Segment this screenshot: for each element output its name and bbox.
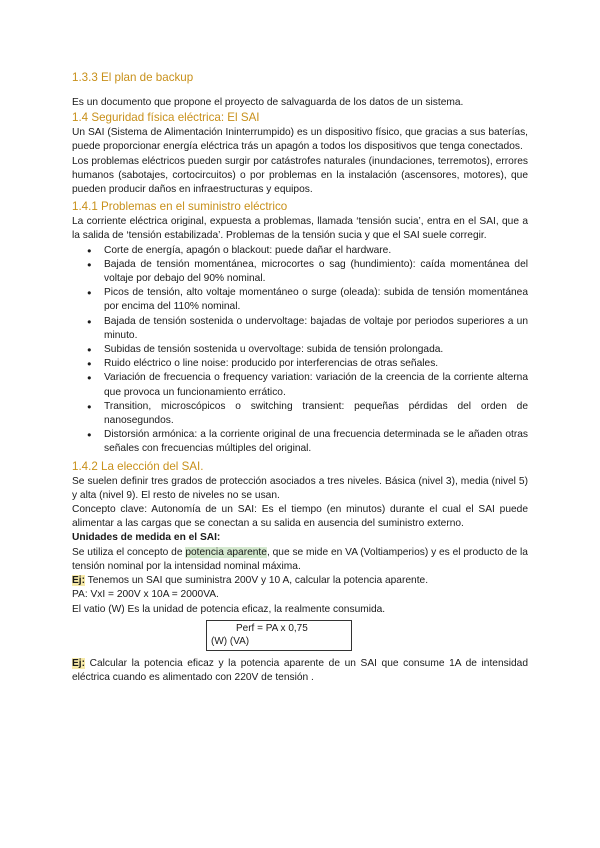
list-item: ● Bajada de tensión momentánea, microcortes o sag (hundimiento): caída momentánea del voltaje por debajo del 90% nominal.	[104, 258, 528, 286]
heading-supply-problems: 1.4.1 Problemas en el suministro eléctrico	[72, 200, 288, 214]
units-text-pre: Se utiliza el concepto de	[72, 546, 186, 558]
apparent-power-calculation: PA: VxI = 200V x 10A = 2000VA.	[72, 589, 219, 601]
document-page	[72, 70, 528, 685]
supply-problems-list	[72, 244, 528, 457]
list-item: ● Distorsión armónica: a la corriente original de una frecuencia determinada se le añaden otras señales con frecuencias múltiples del original.	[104, 428, 528, 456]
list-item: ● Bajada de tensión sostenida o undervoltage: bajadas de voltaje por periodos superiores a un minuto.	[104, 315, 528, 343]
example-1-text: Tenemos un SAI que suministra 200V y 10 A, calcular la potencia aparente.	[85, 575, 429, 587]
apparent-power-highlight: potencia aparente	[185, 546, 267, 558]
list-item: ● Variación de frecuencia o frequency variation: variación de la creencia de la corriente alterna que provoca un funcionamiento errático.	[104, 371, 528, 399]
sai-definition-paragraph: Un SAI (Sistema de Alimentación Ininterrumpido) es un dispositivo físico, que gracias a sus baterías, puede proporcionar energía eléctrica trás un apagón a todos los dispositivos que tenga conectados.	[72, 127, 528, 153]
units-paragraph	[72, 546, 528, 574]
autonomy-paragraph: Concepto clave: Autonomía de un SAI: Es el tiempo (en minutos) durante el cual el SAI puede alimentar a las cargas que se conectan a su salida en ausencia del suministro externo.	[72, 504, 528, 530]
heading-electrical-security: 1.4 Seguridad física eléctrica: El SAI	[72, 111, 260, 125]
effective-power-formula-box	[206, 620, 352, 651]
example-1	[72, 574, 528, 588]
formula-line: Perf = PA x 0,75	[236, 622, 308, 634]
list-item: ● Ruido eléctrico o line noise: producido por interferencias de otras señales.	[104, 357, 528, 371]
list-item: ● Picos de tensión, alto voltaje momentáneo o surge (oleada): subida de tensión momentánea por encima del 110% nominal.	[104, 286, 528, 314]
units-text-post: , que se mide en VA (Voltiamperios) y es el producto de la tensión nominal por la intensidad nominal máxima.	[72, 546, 528, 572]
backup-plan-text: Es un documento que propone el proyecto de salvaguarda de los datos de un sistema.	[72, 97, 464, 108]
list-item: ● Subidas de tensión sostenida u overvoltage: subida de tensión prolongada.	[104, 343, 528, 357]
formula-units-line: (W) (VA)	[211, 635, 250, 647]
heading-backup-plan: 1.3.3 El plan de backup	[72, 71, 194, 84]
example-label: Ej:	[72, 657, 86, 669]
supply-problems-intro: La corriente eléctrica original, expuesta a problemas, llamada ‘tensión sucia’, entra en el SAI, que a la salida de ‘tensión estabilizada’. Problemas de la tensión sucia y que el SAI suele corregir.	[72, 216, 528, 242]
electrical-problems-paragraph: Los problemas eléctricos pueden surgir por catástrofes naturales (inundaciones, terremotos), errores humanos (sabotajes, cortocircuitos) o por problemas en la instalación (ascensores, motores), que pueden producir daños en infraestructuras y equipos.	[72, 155, 528, 196]
example-2	[72, 657, 528, 685]
watt-definition: El vatio (W) Es la unidad de potencia eficaz, la realmente consumida.	[72, 603, 386, 615]
protection-levels-paragraph: Se suelen definir tres grados de protección asociados a tres niveles. Básica (nivel 3), media (nivel 5) y alta (nivel 9). El resto de niveles no se usan.	[72, 475, 528, 501]
units-title: Unidades de medida en el SAI:	[72, 532, 221, 544]
heading-sai-choice: 1.4.2 La elección del SAI.	[72, 459, 204, 473]
list-item: ● Transition, microscópicos o switching transient: pequeñas pérdidas del orden de nanosegundos.	[104, 400, 528, 428]
list-item: ● Corte de energía, apagón o blackout: puede dañar el hardware.	[104, 244, 528, 258]
example-2-text: Calcular la potencia eficaz y la potencia aparente de un SAI que consume 1A de intensidad eléctrica cuando es alimentado con 220V de tensión .	[72, 657, 528, 683]
example-label: Ej:	[72, 575, 86, 587]
